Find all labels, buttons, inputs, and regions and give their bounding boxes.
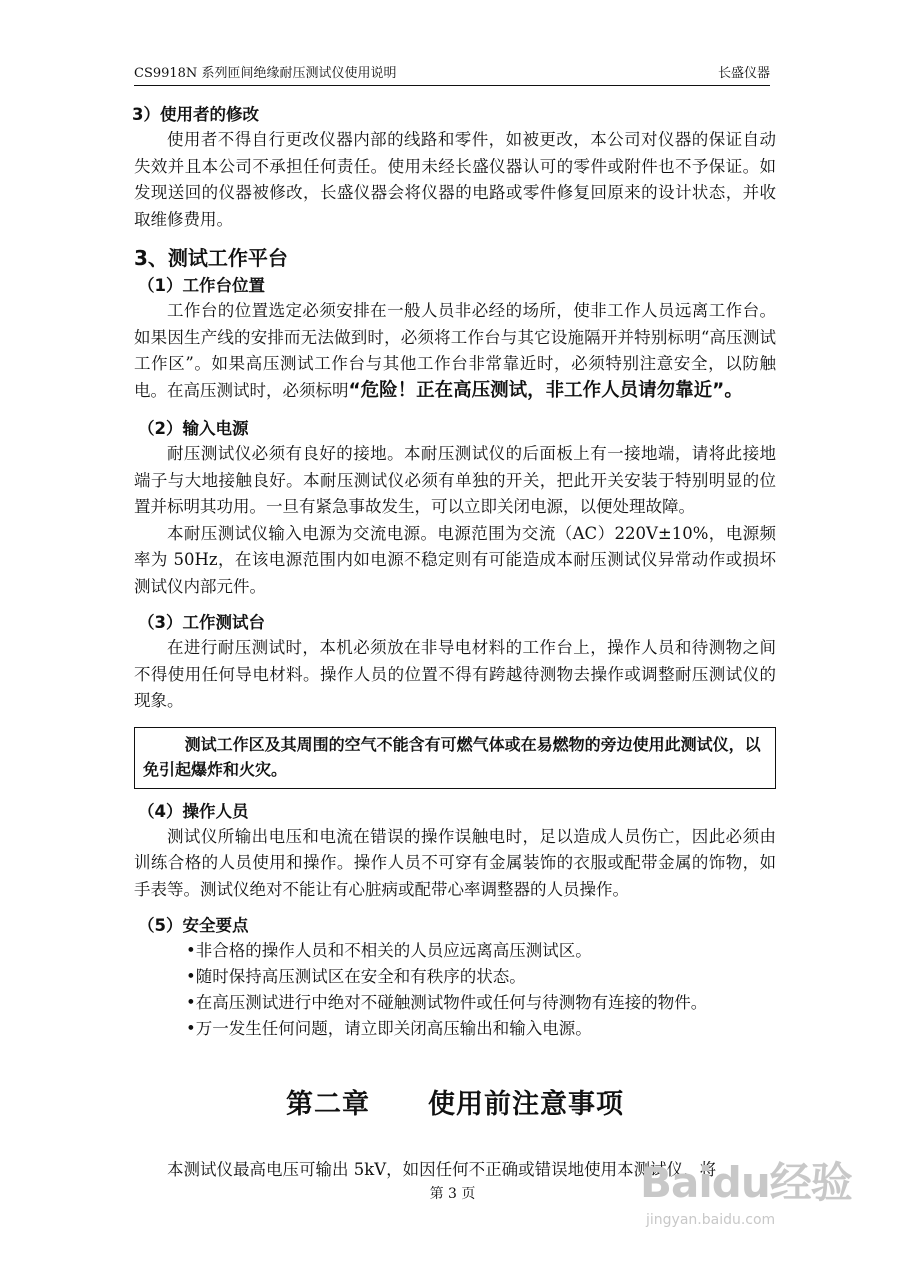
page-content (134, 102, 776, 1184)
list-item: •非合格的操作人员和不相关的人员应远离高压测试区。 (186, 941, 592, 960)
heading-safety-points: （5）安全要点 (138, 916, 249, 935)
heading-work-test-bench: （3）工作测试台 (138, 613, 265, 632)
paragraph-chapter-intro: 本测试仪最高电压可输出 5kV，如因任何不正确或错误地使用本测试仪，将 (167, 1160, 717, 1179)
page-number: 第 3 页 (429, 1186, 476, 1202)
page-header (134, 63, 770, 86)
watermark-logo: Baidu经验 (640, 1158, 852, 1207)
paragraph-input-power-2: 本耐压测试仪输入电源为交流电源。电源范围为交流（AC）220V±10%，电源频率为 50Hz，在该电源范围内如电源不稳定则有可能造成本耐压测试仪异常动作或损坏测试仪内部元件。 (134, 523, 776, 596)
paragraph-operators: 测试仪所输出电压和电流在错误的操作误触电时，足以造成人员伤亡，因此必须由训练合格的人员使用和操作。操作人员不可穿有金属装饰的衣服或配带金属的饰物，如手表等。测试仪绝对不能让有心脏病或配带心率调整器的人员操作。 (134, 826, 776, 899)
paragraph-workbench-location (134, 298, 776, 404)
paragraph-input-power-1: 耐压测试仪必须有良好的接地。本耐压测试仪的后面板上有一接地端，请将此接地端子与大地接触良好。本耐压测试仪必须有单独的开关，把此开关安装于特别明显的位置并标明其功用。一旦有紧急事故发生，可以立即关闭电源，以便处理故障。 (134, 444, 776, 516)
header-company: 长盛仪器 (717, 66, 770, 81)
header-title: CS9918N 系列匝间绝缘耐压测试仪使用说明 (134, 66, 397, 81)
paragraph-work-test-bench: 在进行耐压测试时，本机必须放在非导电材料的工作台上，操作人员和待测物之间不得使用任何导电材料。操作人员的位置不得有跨越待测物去操作或调整耐压测试仪的现象。 (134, 638, 776, 710)
list-item: •在高压测试进行中绝对不碰触测试物件或任何与待测物有连接的物件。 (186, 993, 708, 1012)
heading-operators: （4）操作人员 (138, 801, 249, 821)
chapter-heading (134, 1082, 776, 1121)
watermark-url: jingyan.baidu.com (646, 1212, 776, 1228)
warning-box: 测试工作区及其周围的空气不能含有可燃气体或在易燃物的旁边使用此测试仪，以免引起爆炸和火灾。 (134, 727, 776, 789)
chapter-title: 使用前注意事项 (428, 1089, 624, 1120)
chapter-number: 第二章 (286, 1089, 370, 1120)
heading-user-modification: 3）使用者的修改 (132, 105, 259, 124)
list-item: •万一发生任何问题，请立即关闭高压输出和输入电源。 (186, 1019, 592, 1038)
section-heading-test-platform: 3、测试工作平台 (134, 246, 288, 270)
paragraph-user-modification: 使用者不得自行更改仪器内部的线路和零件，如被更改，本公司对仪器的保证自动失效并且本公司不承担任何责任。使用未经长盛仪器认可的零件或附件也不予保证。如发现送回的仪器被修改，长盛仪器会将仪器的电路或零件修复回原来的设计状态，并收取维修费用。 (134, 130, 776, 229)
heading-workbench-location: （1）工作台位置 (138, 276, 265, 295)
safety-points-list (134, 938, 776, 1042)
baidu-watermark (640, 1150, 870, 1242)
danger-sign-text: “危险！正在高压测试，非工作人员请勿靠近”。 (348, 379, 743, 401)
list-item: •随时保持高压测试区在安全和有秩序的状态。 (186, 967, 526, 986)
heading-input-power: （2）输入电源 (138, 419, 249, 438)
workbench-location-text: 工作台的位置选定必须安排在一般人员非必经的场所，使非工作人员远离工作台。如果因生产线的安排而无法做到时，必须将工作台与其它设施隔开并特别标明“高压测试工作区”。如果高压测试工作台与其他工作台非常靠近时，必须特别注意安全，以防触电。在高压测试时，必须标明 (134, 301, 776, 400)
